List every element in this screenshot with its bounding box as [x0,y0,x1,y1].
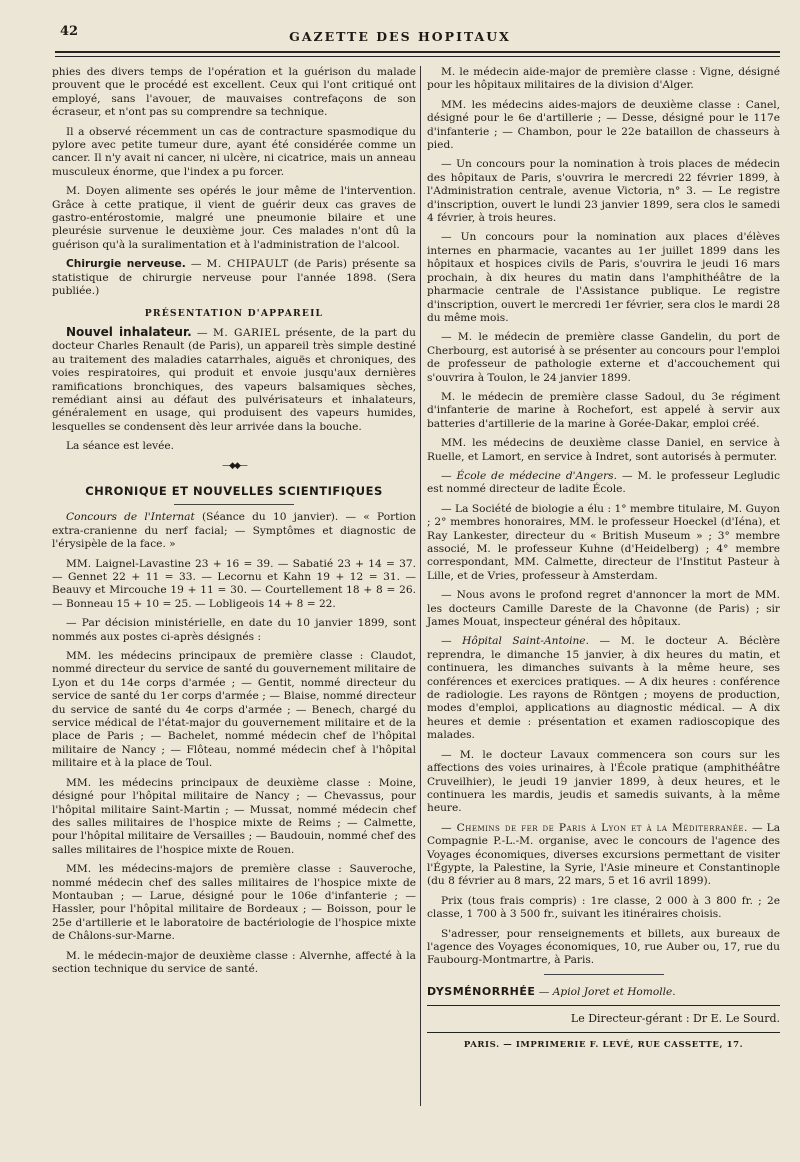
advert-line [427,985,780,999]
imprint-line: PARIS. — IMPRIMERIE F. LEVÉ, RUE CASSETTE, 17. [463,1039,744,1050]
paragraph: M. le médecin-major de deuxième classe : Alvernhe, affecté à la section technique du service de santé. [52,949,416,975]
paragraph: S'adresser, pour renseignements et billets, aux bureaux de l'agence des Voyages économiques, 10, rue Auber ou, 17, rue du Faubourg-Montmartre, à Paris. [427,927,780,967]
advert-body: — Apiol Joret et Homolle. [538,985,676,998]
column-divider [420,66,421,1106]
divider [427,1005,780,1006]
section-heading: Chirurgie nerveuse. [66,258,186,271]
paragraph-body: présente, de la part du docteur Charles Renault (de Paris), un appareil très simple destiné au traitement des maladies catarrhales, aiguës et chroniques, des voies respiratoires, qui produit et envoie jusqu'aux dernières ramifications bronchiques, des vapeurs balsamiques sèches, remédiant ainsi au défaut des pulvérisateurs et inhalateurs, généralement en usage, qui produisent des vapeurs humides, lesquelles se condensent dès leur arrivée dans la bouche. [52,326,416,433]
paragraph-body: — M. le professeur Legludic est nommé directeur de ladite École. [427,469,781,496]
smallcaps-heading: — Chemins de fer de Paris à Lyon et à la Méditerranée. [441,821,748,834]
chirurgie-paragraph: Chirurgie nerveuse. — M. CHIPAULT (de Paris) présente sa statistique de chirurgie nerveuse pour l'année 1898. (Sera publiée.) [52,258,416,298]
paragraph: MM. les médecins principaux de première classe : Claudot, nommé directeur du service de santé du gouvernement militaire de Lyon et du 14e corps d'armée ; — Gentit, nommé directeur du service de santé du 1er corps d'armée ; — Blaise, nommé directeur du service de santé du 4e corps d'armée ; — Benech, chargé du service médical de l'état-major du gouvernement militaire et de la place de Paris ; — Bachelet, nommé médecin chef de l'hôpital militaire de Nancy ; — Flôteau, nommé médecin chef à l'hôpital militaire et à la place de Toul. [52,650,416,770]
page-number: 42 [60,24,79,39]
paragraph-body: (de Paris) présente sa statistique de chirurgie nerveuse pour l'année 1898. (Sera publiée.) [52,258,416,298]
header-rule [55,51,780,57]
paragraph: MM. les médecins aides-majors de deuxième classe : Canel, désigné pour le 6e d'artillerie ; — Desse, désigné pour le 117e d'infanterie ; — Chambon, pour le 22e bataillon de chasseurs à pied. [427,98,780,152]
section-title: PRÉSENTATION D'APPAREIL [144,307,324,319]
divider [544,974,664,975]
divider [174,504,294,505]
running-title: GAZETTE DES HOPITAUX [289,29,511,44]
paragraph: MM. les médecins principaux de deuxième classe : Moine, désigné pour l'hôpital militaire de Nancy ; — Chevassus, pour l'hôpital militaire Saint-Martin ; — Mussat, nommé médecin chef des salles militaires de l'hospice mixte de Reims ; — Calmette, pour l'hôpital militaire de Versailles ; — Baudouin, nommé chef des salles militaires de l'hospice mixte de Rouen. [52,776,416,856]
paragraph: M. le médecin de première classe Sadoul, du 3e régiment d'infanterie de marine à Rochefort, est appelé à servir aux batteries d'artillerie de la marine à Gorée-Dakar, emploi créé. [427,390,780,430]
saint-antoine-paragraph: — Hôpital Saint-Antoine. — M. le docteur A. Béclère reprendra, le dimanche 15 janvier, à dix heures du matin, et continuera, les dimanches suivants à la même heure, ses conférences et exercices pratiques. — A dix heures : conférence de radiologie. Les rayons de Röntgen ; moyens de production, modes d'emploi, applications au diagnostic médical. — A dix heures et demie : présentation et examen radioscopique des malades. [427,635,780,742]
paragraph: — Un concours pour la nomination aux places d'élèves internes en pharmacie, vacantes au 1er juillet 1899 dans les hôpitaux et hospices civils de Paris, s'ouvrira le jeudi 16 mars prochain, à dix heures du matin dans l'amphithéâtre de la pharmacie centrale de l'Assistance publique. Le registre d'inscription, ouvert le mercredi 1er février, sera clos le mardi 28 du même mois. [427,231,780,324]
right-column [427,66,780,1052]
paragraph: — Par décision ministérielle, en date du 10 janvier 1899, sont nommés aux postes ci-après désignés : [52,617,416,643]
paragraph: — M. le docteur Lavaux commencera son cours sur les affections des voies urinaires, à l'École pratique (amphithéâtre Cruveilhier), le jeudi 19 janvier 1899, à deux heures, et le continuera les mardis, jeudis et samedis suivants, à la même heure. [427,748,780,815]
italic-heading: Concours de l'Internat [66,511,195,524]
paragraph: Il a observé récemment un cas de contracture spasmodique du pylore avec petite tumeur dure, ayant été considérée comme un cancer. Il n'y avait ni cancer, ni ulcère, ni cicatrice, mais un anneau musculeux énorme, que l'index a pu forcer. [52,125,416,178]
left-column [52,66,416,982]
inhalateur-paragraph: Nouvel inhalateur. — M. GARIEL présente, de la part du docteur Charles Renault (de Paris), un appareil très simple destiné au traitement des maladies catarrhales, aiguës et chroniques, des voies respiratoires, qui produit et envoie jusqu'aux dernières ramifications bronchiques, des vapeurs balsamiques sèches, remédiant ainsi au défaut des pulvérisateurs et inhalateurs, généralement en usage, qui produisent des vapeurs humides, lesquelles se condensent dès leur arrivée dans la bouche. [52,324,416,433]
author-name: M. CHIPAULT [206,258,289,271]
ornament-separator: —◆◆— [222,460,246,471]
paragraph: — Nous avons le profond regret d'annoncer la mort de MM. les docteurs Camille Dareste de la Chavonne (de Paris) ; sir James Mouat, inspecteur général des hôpitaux. [427,589,780,629]
paragraph-body: — La Compagnie P.-L.-M. organise, avec le concours de l'agence des Voyages économiques, diverses excursions permettant de visiter l'Égypte, la Palestine, la Syrie, l'Asie mineure et Constantinople (du 8 février au 8 mars, 22 mars, 5 et 16 avril 1899). [427,821,781,888]
paragraph-body: — M. le docteur A. Béclère reprendra, le dimanche 15 janvier, à dix heures du matin, et continuera, les dimanches suivants à la même heure, ses conférences et exercices pratiques. — A dix heures : conférence de radiologie. Les rayons de Röntgen ; moyens de production, modes d'emploi, applications au diagnostic médical. — A dix heures et demie : présentation et examen radioscopique des malades. [427,635,780,742]
italic-heading: Hôpital Saint-Antoine. [462,635,589,648]
plm-paragraph [427,822,780,889]
gerant-line: Le Directeur-gérant : Dr E. Le Sourd. [570,1012,780,1026]
paragraph: MM. Laignel-Lavastine 23 + 16 = 39. — Sabatié 23 + 14 = 37. — Gennet 22 + 11 = 33. — Lecornu et Kahn 19 + 12 = 31. — Beauvy et Mircouche 19 + 11 = 30. — Courtellement 18 + 8 = 26. — Bonneau 15 + 10 = 25. — Lobligeois 14 + 8 = 22. [52,557,416,610]
section-heading: Nouvel inhalateur. [66,324,192,339]
paragraph-body: (Séance du 10 janvier). — « Portion extra-cranienne du nerf facial; — Symptômes et diagnostic de l'érysipèle de la face. » [52,511,416,551]
paragraph: MM. les médecins-majors de première classe : Sauveroche, nommé médecin chef des salles militaires de l'hospice mixte de Montauban ; — Larue, désigné pour le 106e d'infanterie ; — Hassler, pour l'hôpital militaire de Bordeaux ; — Boisson, pour le 25e d'artillerie et le laboratoire de bactériologie de l'hospice mixte de Châlons-sur-Marne. [52,863,416,943]
paragraph: M. le médecin aide-major de première classe : Vigne, désigné pour les hôpitaux militaires de la division d'Alger. [427,66,780,92]
paragraph: Prix (tous frais compris) : 1re classe, 2 000 à 3 800 fr. ; 2e classe, 1 700 à 3 500 fr., suivant les itinéraires choisis. [427,894,780,921]
section-title: CHRONIQUE ET NOUVELLES SCIENTIFIQUES [85,483,383,498]
angers-paragraph: — École de médecine d'Angers. — M. le professeur Legludic est nommé directeur de ladite École. [427,469,781,496]
paragraph: phies des divers temps de l'opération et la guérison du malade prouvent que le procédé est excellent. Ceux qui l'ont critiqué ont employé, sans l'avouer, de mauvaises contrefaçons de son écraseur, et n'ont pas su comprendre sa technique. [52,66,416,119]
concours-paragraph [52,511,416,551]
author-name: M. GARIEL [212,326,281,339]
paragraph: M. Doyen alimente ses opérés le jour même de l'intervention. Grâce à cette pratique, il vient de guérir deux cas graves de gastro-entérostomie, malgré une pneumonie bilaire et une pleurésie survenue le deuxième jour. Ces malades n'ont dû la guérison qu'à la suralimentation et à l'administration de l'alcool. [52,185,416,251]
advert-heading: DYSMÉNORRHÉE [427,984,536,998]
italic-heading: École de médecine d'Angers. [456,469,617,482]
paragraph: — La Société de biologie a élu : 1° membre titulaire, M. Guyon ; 2° membres honoraires, MM. le professeur Hoeckel (d'Iéna), et Ray Lankester, directeur du « British Museum » ; 3° membre associé, M. le professeur Kuhne (d'Heidelberg) ; 4° membre correspondant, MM. Calmette, directeur de l'Institut Pasteur à Lille, et de Vries, professeur à Amsterdam. [427,502,780,582]
paragraph: — Un concours pour la nomination à trois places de médecin des hôpitaux de Paris, s'ouvrira le mercredi 22 février 1899, à l'Administration centrale, avenue Victoria, n° 3. — Le registre d'inscription, ouvert le lundi 23 janvier 1899, sera clos le samedi 4 février, à trois heures. [427,158,780,225]
paragraph: — M. le médecin de première classe Gandelin, du port de Cherbourg, est autorisé à se présenter au concours pour l'emploi de professeur de pathologie externe et d'accouchement qui s'ouvrira à Toulon, le 24 janvier 1899. [427,331,780,384]
paragraph: MM. les médecins de deuxième classe Daniel, en service à Ruelle, et Lamort, en service à Indret, sont autorisés à permuter. [427,437,780,463]
divider [427,1032,780,1033]
paragraph: La séance est levée. [66,440,175,453]
